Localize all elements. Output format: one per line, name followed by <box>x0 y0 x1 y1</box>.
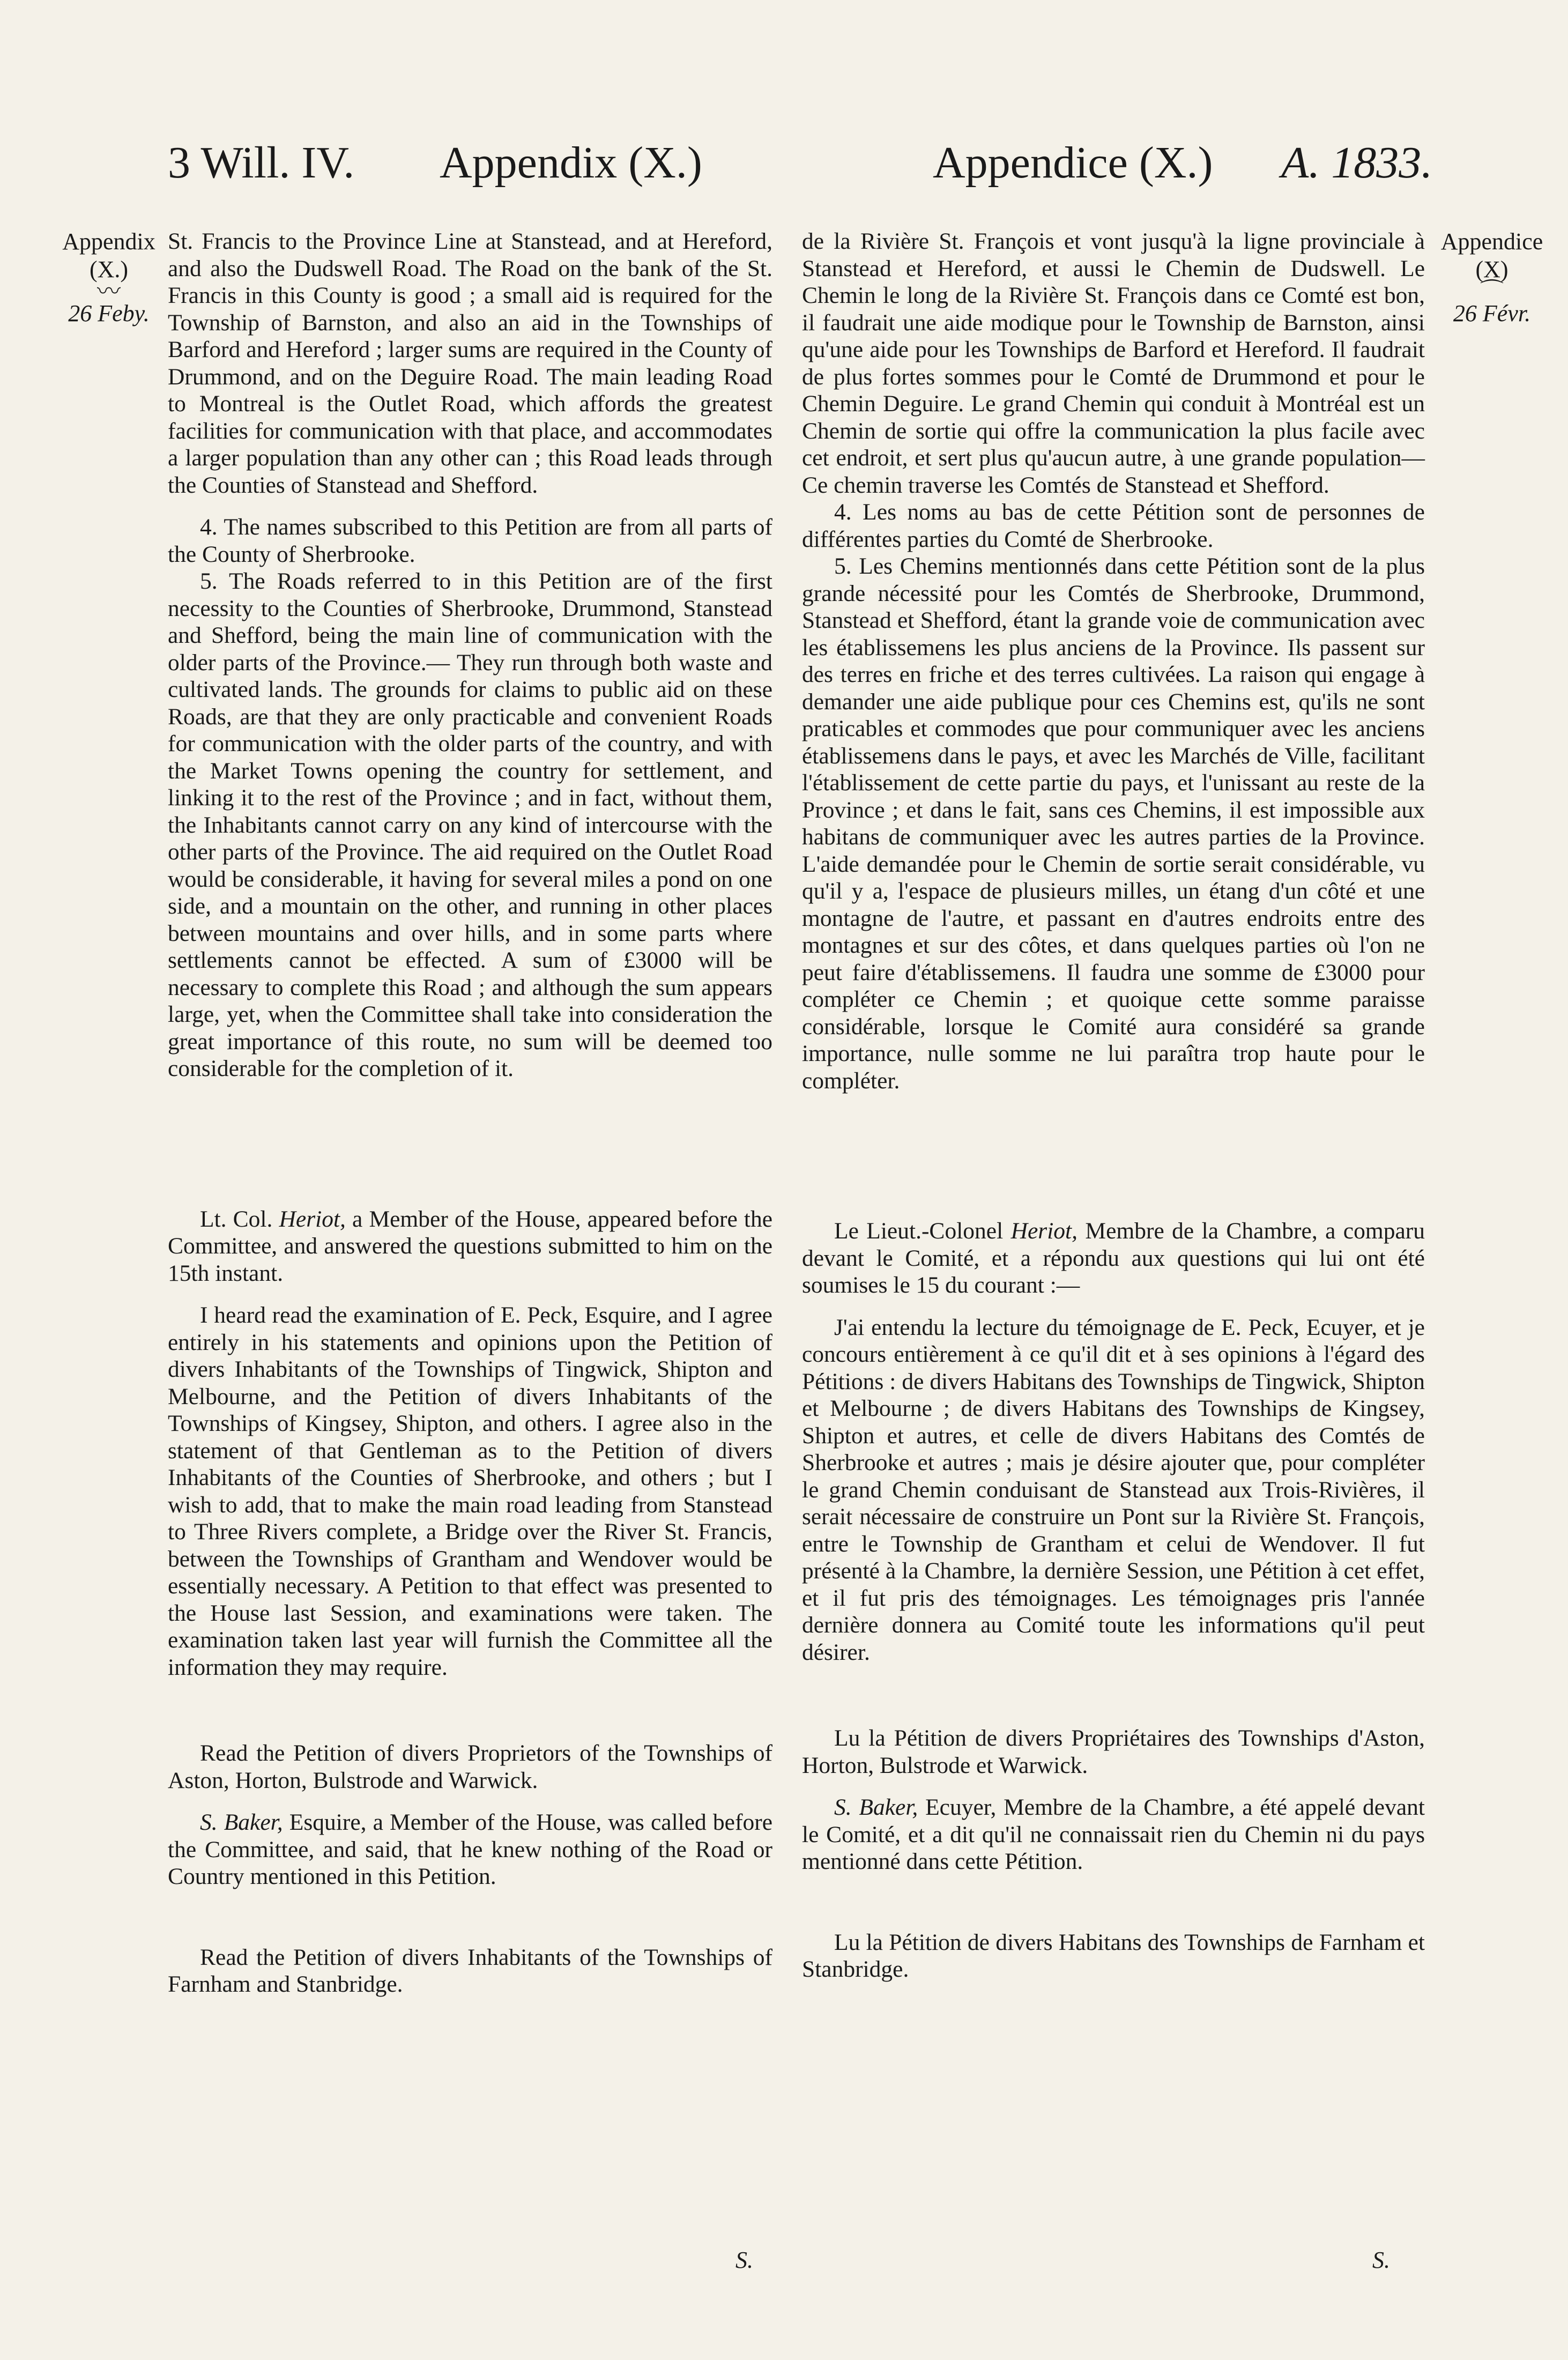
margin-note-right <box>1430 228 1554 328</box>
header-year: A. 1833. <box>1281 138 1433 188</box>
margin-code: (X.) <box>89 256 129 283</box>
heriot-name: Heriot, <box>279 1206 346 1232</box>
header-regnal-year: 3 Will. IV. <box>168 138 355 188</box>
heriot-name: Heriot, <box>1010 1218 1078 1244</box>
paragraph-heriot-testimony: J'ai entendu la lecture du témoignage de E. Peck, Ecuyer, et je concours entièrement à ce qu'il dit et à ses opinions à l'égard des Pétitions : de divers Habitans des Townships de Tingwick, Shipton et Melbourne ; de divers Habitans des Townships de Kingsey, Shipton et autres, et celle de divers Habitans des Comtés de Sherbrooke et autres ; mais je désire ajouter que, pour compléter le grand Chemin conduisant de Stanstead aux Trois-Rivières, il serait nécessaire de construire un Pont sur la Rivière St. François, entre le Township de Grantham et celui de Wendover. Il fut présenté à la Chambre, la dernière Session, une Pétition à cet effet, et il fut pris des témoignages. Les témoignages pris l'année dernière donnera au Comité toute les informations qu'il peut désirer. <box>802 1314 1425 1665</box>
paragraph-point-5: 5. The Roads referred to in this Petition are of the first necessity to the Counties of Sherbrooke, Drummond, Stanstead and Shefford, being the main line of communication with the older parts of the Province.— They run through both waste and cultivated lands. The grounds for claims to public aid on these Roads, are that they are only practicable and convenient Roads for communication with the older parts of the country, and with the Market Towns opening the country for settlement, and linking it to the rest of the Province ; and in fact, without them, the Inhabitants cannot carry on any kind of intercourse with the other parts of the Province. The aid required on the Outlet Road would be considerable, it having for several miles a pond on one side, and a mountain on the other, and running in other places between mountains and over hills, and in some parts where settlements cannot be effected. A sum of £3000 will be necessary to complete this Road ; and although the sum appears large, yet, when the Committee shall take into consideration the great importance of this route, no sum will be deemed too considerable for the completion of it. <box>168 568 772 1081</box>
french-column <box>802 228 1425 1983</box>
paragraph-farnham-petition: Lu la Pétition de divers Habitans des Townships de Farnham et Stanbridge. <box>802 1929 1425 1982</box>
margin-note-left <box>47 228 170 328</box>
paragraph-roads-continued: de la Rivière St. François et vont jusqu'à la ligne provinciale à Stanstead et Hereford, et aussi le Chemin de Dudswell. Le Chemin le long de la Rivière St. François dans ce Comté est bon, il faudrait une aide modique pour le Township de Barnston, ainsi qu'une aide pour les Townships de Barford et Hereford. Il faudrait de plus fortes sommes pour le Comté de Drummond et pour le Chemin Deguire. Le grand Chemin qui conduit à Montréal est un Chemin de sortie qui offre la communication la plus facile avec cet endroit, et sert plus qu'aucun autre, à une grande population— Ce chemin traverse les Comtés de Stanstead et Shefford. <box>802 228 1425 498</box>
catchword-right: S. <box>1372 2247 1390 2273</box>
baker-name: S. Baker, <box>200 1809 283 1835</box>
english-column <box>168 228 772 1998</box>
paragraph-baker <box>168 1809 772 1890</box>
heriot-text: a Member of the House, appeared before the Committee, and answered the questions submitted to him on the 15th instant. <box>168 1206 773 1286</box>
margin-date: 26 Févr. <box>1453 300 1531 326</box>
paragraph-heriot-intro <box>802 1218 1425 1299</box>
margin-flourish: ⌒ <box>1480 278 1504 305</box>
paragraph-roads-continued: St. Francis to the Province Line at Stanstead, and at Hereford, and also the Dudswell Road. The Road on the bank of the St. Francis in this County is good ; a small aid is required for the Township of Barnston, and also an aid in the Townships of Barford and Hereford ; larger sums are required in the County of Drummond, and on the Deguire Road. The main leading Road to Montreal is the Outlet Road, which affords the greatest facilities for communication with that place, and accommodates a larger population than any other can ; this Road leads through the Counties of Stanstead and Shefford. <box>168 228 772 498</box>
paragraph-baker <box>802 1794 1425 1875</box>
paragraph-point-5: 5. Les Chemins mentionnés dans cette Pétition sont de la plus grande nécessité pour les Comtés de Sherbrooke, Drummond, Stanstead et Shefford, étant la grande voie de communication avec les établissemens les plus anciens de la Province. Ils passent sur des terres en friche et des terres cultivées. La raison qui engage à demander une aide publique pour ces Chemins est, qu'ils ne sont praticables et commodes que pour communiquer avec les anciens établissemens dans le pays, et avec les Marchés de Ville, facilitant l'établissement de cette partie du pays, et l'unissant au reste de la Province ; et dans le fait, sans ces Chemins, il est impossible aux habitans de communiquer avec les autres parties de la Province. L'aide demandée pour le Chemin de sortie serait considérable, vu qu'il y a, l'espace de plusieurs milles, un étang d'un côté et une montagne de l'autre, et passant en d'autres endroits entre des montagnes et sur des côtes, et dans quelques parties où l'on ne peut faire d'établissemens. Il faudra une somme de £3000 pour compléter ce Chemin ; et quoique cette somme paraisse considérable, lorsque le Comité aura considéré sa grande importance, nulle somme ne lui paraîtra trop haute pour le compléter. <box>802 553 1425 1094</box>
paragraph-farnham-petition: Read the Petition of divers Inhabitants of the Townships of Farnham and Stanbridge. <box>168 1944 772 1997</box>
paragraph-heriot-intro <box>168 1206 772 1287</box>
heriot-title: Le Lieut.-Colonel <box>834 1218 1004 1244</box>
baker-text: Esquire, a Member of the House, was called before the Committee, and said, that he knew nothing of the Road or Country mentioned in this Petition. <box>168 1809 773 1889</box>
margin-flourish: 〰 <box>97 278 121 305</box>
margin-code: (X) <box>1475 256 1508 283</box>
paragraph-point-4: 4. The names subscribed to this Petition are from all parts of the County of Sherbrooke. <box>168 514 772 567</box>
paragraph-aston-petition: Lu la Pétition de divers Propriétaires des Townships d'Aston, Horton, Bulstrode et Warwick. <box>802 1725 1425 1778</box>
paragraph-point-4: 4. Les noms au bas de cette Pétition sont de personnes de différentes parties du Comté de Sherbrooke. <box>802 499 1425 552</box>
heriot-text: Membre de la Chambre, a comparu devant le Comité, et a répondu aux questions qui lui ont été soumises le 15 du courant :— <box>802 1218 1425 1298</box>
margin-label: Appendice <box>1440 228 1543 255</box>
margin-label: Appendix <box>62 228 155 255</box>
header-appendix-english: Appendix (X.) <box>440 138 702 188</box>
paragraph-heriot-testimony: I heard read the examination of E. Peck, Esquire, and I agree entirely in his statements and opinions upon the Petition of divers Inhabitants of the Townships of Tingwick, Shipton and Melbourne, and the Petition of divers Inhabitants of the Townships of Kingsey, Shipton, and others. I agree also in the statement of that Gentleman as to the Petition of divers Inhabitants of the Counties of Sherbrooke, and others ; but I wish to add, that to make the main road leading from Stanstead to Three Rivers complete, a Bridge over the River St. Francis, between the Townships of Grantham and Wendover would be essentially necessary. A Petition to that effect was presented to the House last Session, and examinations were taken. The examination taken last year will furnish the Committee all the information they may require. <box>168 1302 772 1680</box>
baker-name: S. Baker, <box>834 1794 918 1820</box>
baker-text: Ecuyer, Membre de la Chambre, a été appelé devant le Comité, et a dit qu'il ne connaissait rien du Chemin ni du pays mentionné dans cette Pétition. <box>802 1794 1425 1874</box>
margin-date: 26 Feby. <box>68 300 150 326</box>
catchword-left: S. <box>735 2247 753 2273</box>
heriot-title: Lt. Col. <box>200 1206 273 1232</box>
paragraph-aston-petition: Read the Petition of divers Proprietors of the Townships of Aston, Horton, Bulstrode and Warwick. <box>168 1740 772 1793</box>
header-appendix-french: Appendice (X.) <box>933 138 1213 188</box>
